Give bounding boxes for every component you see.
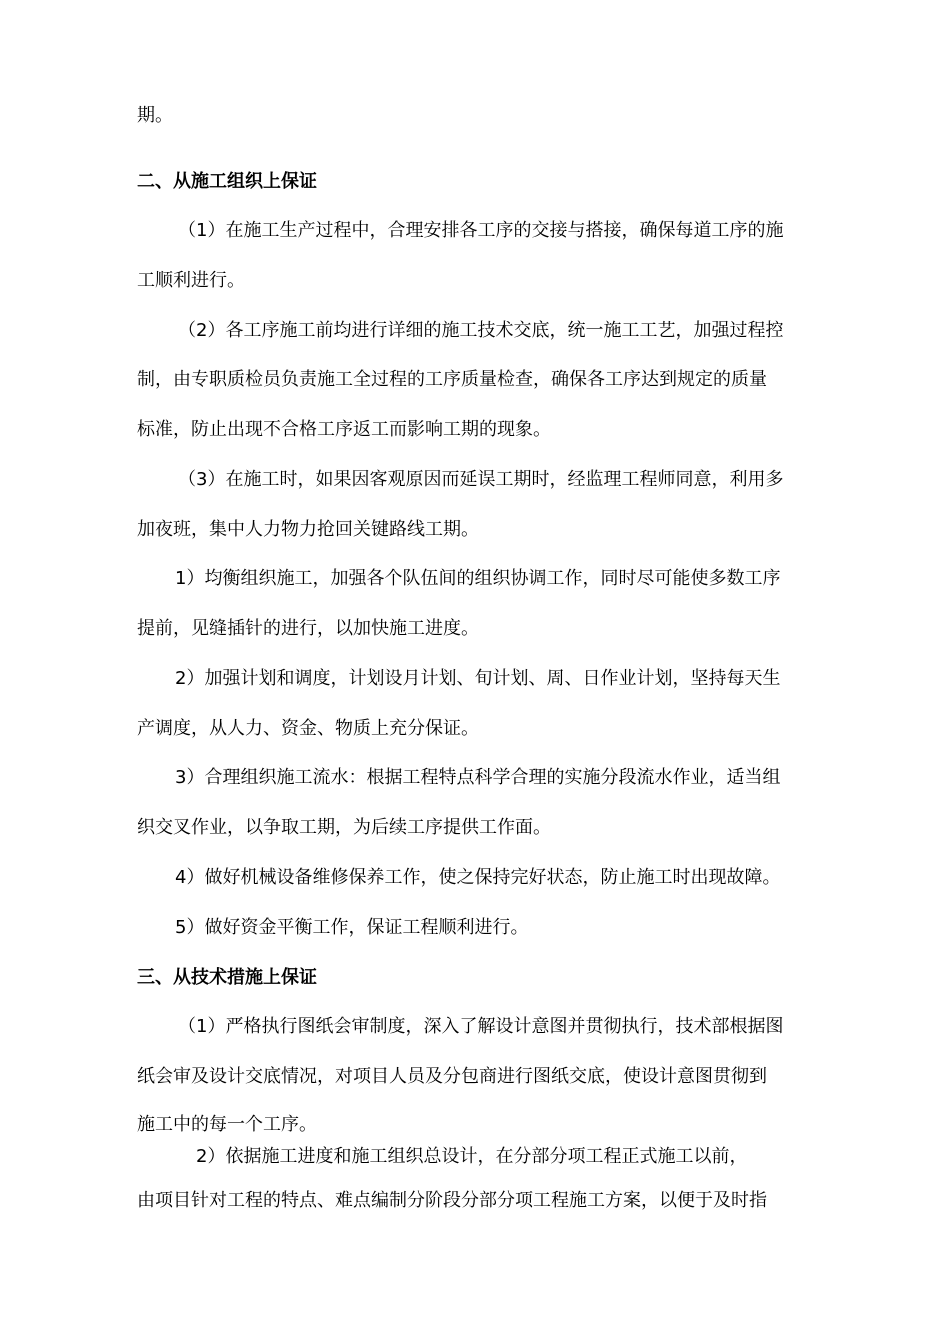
text-line: 产调度，从人力、资金、物质上充分保证。 [137, 718, 479, 739]
text-line: 1）均衡组织施工，加强各个队伍间的组织协调工作，同时尽可能使多数工序 [175, 568, 781, 589]
text-line: （1）在施工生产过程中，合理安排各工序的交接与搭接，确保每道工序的施 [178, 220, 784, 241]
text-line: 4）做好机械设备维修保养工作，使之保持完好状态，防止施工时出现故障。 [175, 867, 781, 888]
section-heading: 三、从技术措施上保证 [137, 967, 317, 988]
text-line: （3）在施工时，如果因客观原因而延误工期时，经监理工程师同意，利用多 [178, 469, 784, 490]
section-heading: 二、从施工组织上保证 [137, 171, 317, 192]
text-line: 5）做好资金平衡工作，保证工程顺利进行。 [175, 917, 529, 938]
text-line: 工顺利进行。 [137, 270, 245, 291]
text-line: 2）依据施工进度和施工组织总设计，在分部分项工程正式施工以前， [196, 1146, 748, 1167]
text-line: 3）合理组织施工流水：根据工程特点科学合理的实施分段流水作业，适当组 [175, 767, 781, 788]
text-line: 提前，见缝插针的进行，以加快施工进度。 [137, 618, 479, 639]
text-line: 施工中的每一个工序。 [137, 1114, 317, 1135]
text-line: 制，由专职质检员负责施工全过程的工序质量检查，确保各工序达到规定的质量 [137, 369, 767, 390]
text-line: 由项目针对工程的特点、难点编制分阶段分部分项工程施工方案，以便于及时指 [137, 1190, 767, 1211]
text-line: （1）严格执行图纸会审制度，深入了解设计意图并贯彻执行，技术部根据图 [178, 1016, 784, 1037]
text-line: （2）各工序施工前均进行详细的施工技术交底，统一施工工艺，加强过程控 [178, 320, 784, 341]
text-line: 期。 [137, 105, 173, 126]
text-line: 标准，防止出现不合格工序返工而影响工期的现象。 [137, 419, 551, 440]
text-line: 纸会审及设计交底情况，对项目人员及分包商进行图纸交底，使设计意图贯彻到 [137, 1066, 767, 1087]
text-line: 2）加强计划和调度，计划设月计划、旬计划、周、日作业计划，坚持每天生 [175, 668, 781, 689]
text-line: 加夜班，集中人力物力抢回关键路线工期。 [137, 519, 479, 540]
text-line: 织交叉作业，以争取工期，为后续工序提供工作面。 [137, 817, 551, 838]
